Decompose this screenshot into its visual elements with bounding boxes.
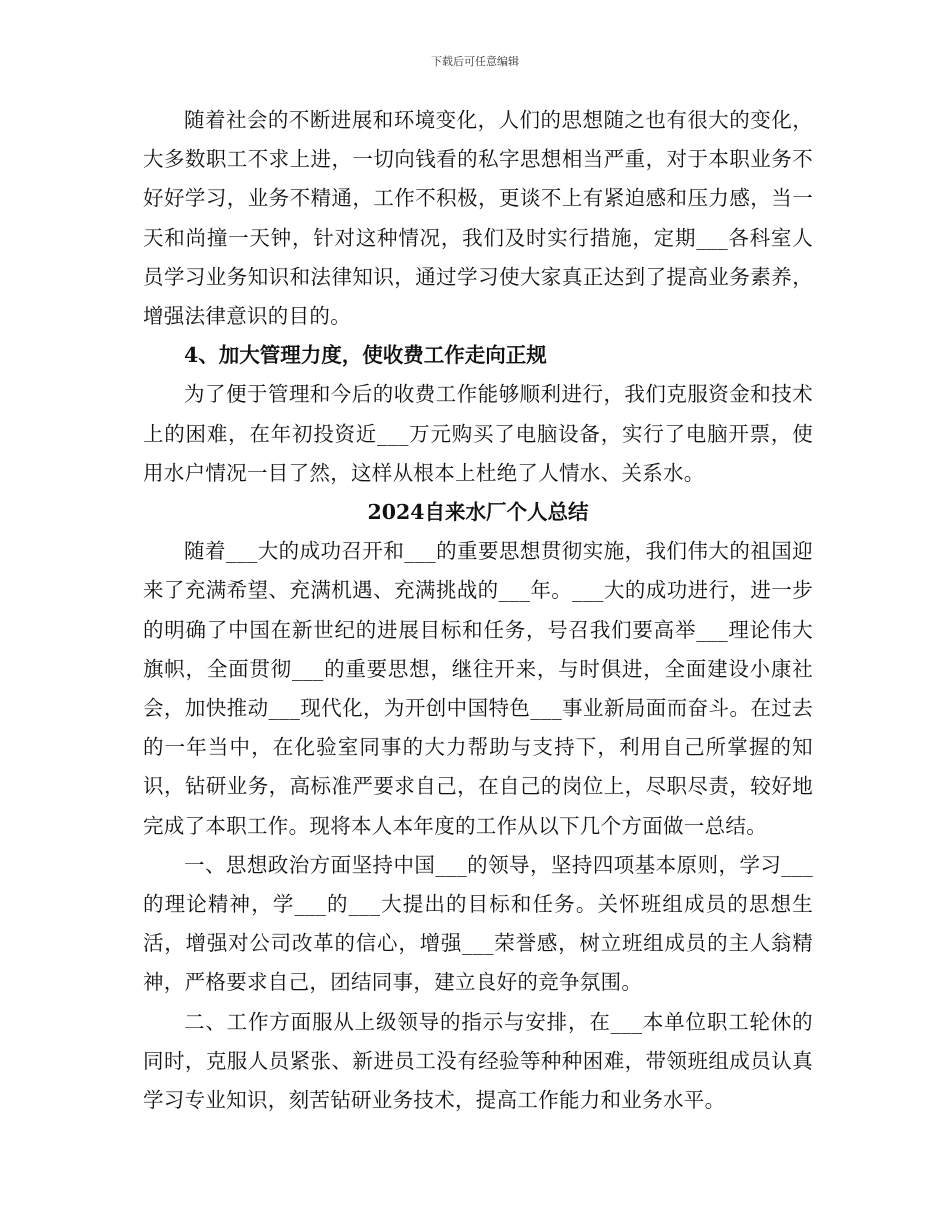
paragraph-summary-intro: 随着___大的成功召开和___的重要思想贯彻实施，我们伟大的祖国迎来了充满希望、充满机遇、充满挑战的___年。___大的成功进行，进一步的明确了中国在新世纪的进展目标和任务，号召我们要高举___理论伟大旗帜，全面贯彻___的重要思想，继往开来，与时俱进，全面建设小康社会，加快推动___现代化，为开创中国特色___事业新局面而奋斗。在过去的一年当中，在化验室同事的大力帮助与支持下，利用自己所掌握的知识，钻研业务，高标准严要求自己，在自己的岗位上，尽职尽责，较好地完成了本职工作。现将本人本年度的工作从以下几个方面做一总结。 <box>143 539 813 838</box>
document-title: 2024自来水厂个人总结 <box>367 500 589 525</box>
paragraph-billing: 为了便于管理和今后的收费工作能够顺利进行，我们克服资金和技术上的困难，在年初投资近___万元购买了电脑设备，实行了电脑开票，使用水户情况一目了然，这样从根本上杜绝了人情水、关系水。 <box>143 382 813 485</box>
paragraph-intro: 随着社会的不断进展和环境变化，人们的思想随之也有很大的变化，大多数职工不求上进，一切向钱看的私字思想相当严重，对于本职业务不好好学习，业务不精通，工作不积极，更谈不上有紧迫感和压力感，当一天和尚撞一天钟，针对这种情况，我们及时实行措施，定期___各科室人员学习业务知识和法律知识，通过学习使大家真正达到了提高业务素养，增强法律意识的目的。 <box>143 108 813 329</box>
document-body <box>143 101 813 1120</box>
paragraph-work: 二、工作方面服从上级领导的指示与安排，在___本单位职工轮休的同时，克服人员紧张、新进员工没有经验等种种困难，带领班组成员认真学习专业知识，刻苦钻研业务技术，提高工作能力和业务水平。 <box>143 1009 813 1113</box>
section-heading-4: 4、加大管理力度，使收费工作走向正规 <box>184 343 547 368</box>
page-header: 下载后可任意编辑 <box>431 55 519 68</box>
paragraph-political: 一、思想政治方面坚持中国___的领导，坚持四项基本原则，学习___的理论精神，学___的___大提出的目标和任务。关怀班组成员的思想生活，增强对公司改革的信心，增强___荣誉感，树立班组成员的主人翁精神，严格要求自己，团结同事，建立良好的竞争氛围。 <box>143 852 813 995</box>
